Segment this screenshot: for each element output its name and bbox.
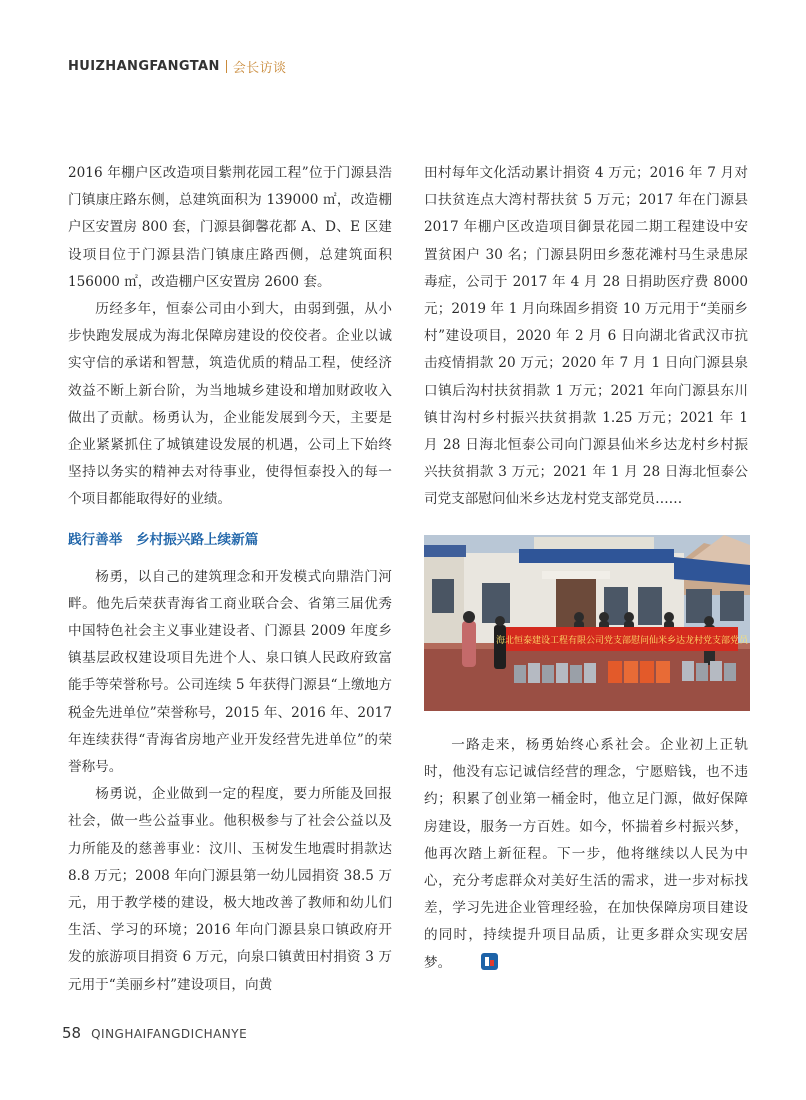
header-section: 会长访谈 bbox=[232, 60, 287, 76]
header-divider bbox=[226, 60, 227, 73]
paragraph-text: 一路走来，杨勇始终心系社会。企业初上正轨时，他没有忘记诚信经营的理念，宁愿赔钱，也不违约；积累了创业第一桶金时，他立足门源，做好保障房建设，服务一方百姓。如今，怀揣着乡村振兴梦，他再次踏上新征程。下一步，他将继续以人民为中心，充分考虑群众对美好生活的需求，进一步对标找差，学习先进企业管理经验，在加快保障房项目建设的同时，持续提升项目品质，让更多群众实现安居梦。 bbox=[424, 737, 748, 971]
page-footer bbox=[62, 1024, 247, 1042]
page-header bbox=[68, 56, 286, 76]
page-number: 58 bbox=[62, 1024, 82, 1042]
paragraph: 2016 年棚户区改造项目紫荆花园工程”位于门源县浩门镇康庄路东侧，总建筑面积为 139000 ㎡，改造棚户区安置房 800 套，门源县御馨花都 A、D、E 区建设项目位于门源县浩门镇康庄路西侧，总建筑面积 156000 ㎡，改造棚户区安置房 2600 套。 bbox=[68, 165, 392, 290]
paragraph: 杨勇，以自己的建筑理念和开发模式向鼎浩门河畔。他先后荣获青海省工商业联合会、省第三届优秀中国特色社会主义事业建设者、门源县 2009 年度乡镇基层政权建设项目先进个人、泉口镇人民政府致富能手等荣誉称号。公司连续 5 年获得门源县“上缴地方税金先进单位”荣誉称号，2015 年、2016 年、2017 年连续获得“青海省房地产业开发经营先进单位”的荣誉称号。 bbox=[68, 568, 392, 776]
magazine-name: QINGHAIFANGDICHANYE bbox=[91, 1027, 248, 1041]
right-column-continued bbox=[424, 732, 748, 977]
magazine-logo-icon bbox=[454, 953, 471, 970]
paragraph: 历经多年，恒泰公司由小到大，由弱到强，从小步快跑发展成为海北保障房建设的佼佼者。企业以诚实守信的承诺和智慧，筑造优质的精品工程，使经济效益不断上新台阶，为当地城乡建设和增加财政收入做出了贡献。杨勇认为，企业能发展到今天，主要是企业紧紧抓住了城镇建设发展的机遇，公司上下始终坚持以务实的精神去对待事业，使得恒泰投入的每一个项目都能取得好的业绩。 bbox=[68, 301, 392, 508]
header-brand: HUIZHANGFANGTAN bbox=[68, 58, 220, 74]
banner-text: 海北恒泰建设工程有限公司党支部慰问仙米乡达龙村党支部党员 bbox=[495, 636, 749, 646]
left-column bbox=[68, 160, 392, 999]
paragraph: 杨勇说，企业做到一定的程度，要力所能及回报社会，做一些公益事业。他积极参与了社会公益以及力所能及的慈善事业：汶川、玉树发生地震时捐款达 8.8 万元；2008 年向门源县第一幼儿园捐资 38.5 万元，用于教学楼的建设，极大地改善了教师和幼儿们生活、学习的环境；2016 年向门源县泉口镇政府开发的旅游项目捐资 6 万元，向泉口镇黄田村捐资 3 万元用于“美丽乡村”建设项目，向黄 bbox=[68, 786, 392, 993]
paragraph bbox=[424, 732, 748, 977]
event-photo bbox=[424, 535, 750, 711]
right-column bbox=[424, 160, 748, 514]
section-subheading: 践行善举 乡村振兴路上续新篇 bbox=[68, 531, 259, 548]
paragraph: 田村每年文化活动累计捐资 4 万元；2016 年 7 月对口扶贫连点大湾村帮扶贫 5 万元；2017 年在门源县 2017 年棚户区改造项目御景花园二期工程建设中安置贫困户 30 名；门源县阴田乡葱花滩村马生录患尿毒症，公司于 2017 年 4 月 28 日捐助医疗费 8000 元；2019 年 1 月向珠固乡捐资 10 万元用于“美丽乡村”建设项目，2020 年 2 月 6 日向湖北省武汉市抗击疫情捐款 20 万元；2020 年 7 月 1 日向门源县泉口镇后沟村扶贫捐款 1 万元；2021 年向门源县东川镇甘沟村乡村振兴扶贫捐款 1.25 万元；2021 年 1 月 28 日海北恒泰公司向门源县仙米乡达龙村乡村振兴扶贫捐款 3 万元；2021 年 1 月 28 日海北恒泰公司党支部慰问仙米乡达龙村党支部党员…… bbox=[424, 165, 748, 508]
